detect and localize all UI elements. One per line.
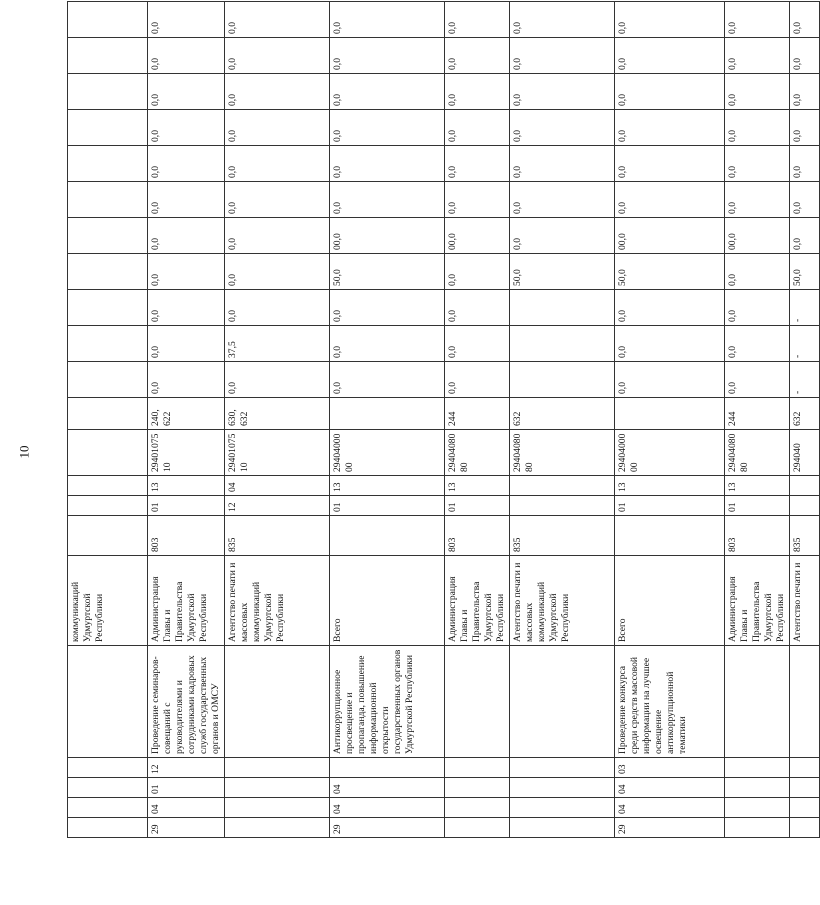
table-cell: 0,0 xyxy=(445,326,510,362)
table-cell xyxy=(330,758,445,778)
table-cell: 0,0 xyxy=(725,38,790,74)
table-cell: 0,0 xyxy=(725,290,790,326)
table-cell: 0,0 xyxy=(510,182,615,218)
table-cell: 0,0 xyxy=(725,2,790,38)
table-cell: 0,0 xyxy=(615,74,725,110)
budget-table xyxy=(67,1,820,838)
table-cell: 13 xyxy=(445,476,510,496)
table-cell: 0,0 xyxy=(225,2,330,38)
table-cell: 0,0 xyxy=(148,38,225,74)
table-cell: 244 xyxy=(445,398,510,430)
table-row xyxy=(68,2,148,838)
table-row xyxy=(148,2,225,838)
table-cell: 0,0 xyxy=(225,182,330,218)
table-cell xyxy=(445,778,510,798)
table-cell: 50,0 xyxy=(790,254,820,290)
table-cell: 0,0 xyxy=(445,290,510,326)
table-cell: 0,0 xyxy=(790,182,820,218)
table-cell: 01 xyxy=(330,496,445,516)
table-cell: 01 xyxy=(615,496,725,516)
table-cell: 0,0 xyxy=(148,74,225,110)
table-cell: 0,0 xyxy=(445,2,510,38)
table-cell: 803 xyxy=(725,516,790,556)
table-cell: 0,0 xyxy=(148,110,225,146)
table-row xyxy=(790,2,820,838)
table-cell: 2940400000 xyxy=(330,430,445,476)
table-cell xyxy=(510,818,615,838)
table-cell xyxy=(510,476,615,496)
table-cell xyxy=(510,496,615,516)
table-cell: 13 xyxy=(725,476,790,496)
table-cell xyxy=(225,778,330,798)
table-cell xyxy=(68,496,148,516)
table-cell: 0,0 xyxy=(330,2,445,38)
table-cell xyxy=(68,290,148,326)
table-cell xyxy=(68,74,148,110)
table-cell xyxy=(330,398,445,430)
table-cell xyxy=(790,496,820,516)
table-cell xyxy=(225,818,330,838)
table-cell xyxy=(68,778,148,798)
table-cell xyxy=(68,146,148,182)
table-cell xyxy=(510,362,615,398)
table-cell: 0,0 xyxy=(725,326,790,362)
table-cell: 50,0 xyxy=(510,254,615,290)
table-cell: 2940400000 xyxy=(615,430,725,476)
table-cell xyxy=(68,758,148,778)
table-cell: 0,0 xyxy=(225,254,330,290)
table-cell: 0,0 xyxy=(790,2,820,38)
table-cell: 04 xyxy=(615,798,725,818)
table-cell: 0,0 xyxy=(148,2,225,38)
table-cell: 37,5 xyxy=(225,326,330,362)
table-row xyxy=(615,2,725,838)
table-cell: 00,0 xyxy=(445,218,510,254)
table-body xyxy=(68,2,820,838)
table-cell: 0,0 xyxy=(225,146,330,182)
table-cell: 0,0 xyxy=(445,146,510,182)
table-cell xyxy=(725,798,790,818)
table-cell xyxy=(510,758,615,778)
table-cell xyxy=(68,254,148,290)
table-cell: 01 xyxy=(148,778,225,798)
table-cell: 2940408080 xyxy=(510,430,615,476)
table-cell xyxy=(445,798,510,818)
table-cell: 0,0 xyxy=(148,362,225,398)
table-cell: 12 xyxy=(225,496,330,516)
table-cell: 835 xyxy=(790,516,820,556)
table-cell: 2940107510 xyxy=(225,430,330,476)
table-cell: 0,0 xyxy=(790,146,820,182)
table-cell: Всего xyxy=(330,556,445,646)
table-cell: 03 xyxy=(615,758,725,778)
table-cell: 0,0 xyxy=(148,218,225,254)
table-cell xyxy=(68,646,148,758)
table-cell xyxy=(790,818,820,838)
table-cell: 0,0 xyxy=(510,74,615,110)
table-cell: 0,0 xyxy=(725,254,790,290)
table-cell: 0,0 xyxy=(615,182,725,218)
table-cell: 50,0 xyxy=(615,254,725,290)
table-cell: 0,0 xyxy=(510,218,615,254)
table-row xyxy=(445,2,510,838)
table-cell xyxy=(725,818,790,838)
table-cell: 04 xyxy=(148,798,225,818)
table-cell: 0,0 xyxy=(330,182,445,218)
table-cell xyxy=(68,798,148,818)
table-cell: 0,0 xyxy=(225,38,330,74)
table-cell: 0,0 xyxy=(445,182,510,218)
table-cell: 01 xyxy=(148,496,225,516)
table-cell: 632 xyxy=(790,398,820,430)
table-cell: 01 xyxy=(725,496,790,516)
table-cell xyxy=(615,516,725,556)
table-cell: 0,0 xyxy=(148,290,225,326)
table-cell: 0,0 xyxy=(790,38,820,74)
table-cell: 0,0 xyxy=(148,326,225,362)
table-cell xyxy=(225,798,330,818)
table-cell: 04 xyxy=(330,798,445,818)
table-cell: Агентство печати и массовых коммуникаций Удмуртской Республики xyxy=(225,556,330,646)
table-cell xyxy=(68,2,148,38)
table-cell: 0,0 xyxy=(510,146,615,182)
table-cell: 0,0 xyxy=(725,74,790,110)
table-cell: 0,0 xyxy=(225,74,330,110)
table-cell: 0,0 xyxy=(790,110,820,146)
table-cell xyxy=(510,290,615,326)
table-cell: 0,0 xyxy=(445,254,510,290)
table-cell: 01 xyxy=(445,496,510,516)
table-cell: 803 xyxy=(445,516,510,556)
table-cell: 0,0 xyxy=(330,362,445,398)
table-cell: 0,0 xyxy=(790,218,820,254)
table-cell: 0,0 xyxy=(330,290,445,326)
table-cell xyxy=(790,758,820,778)
table-cell: 0,0 xyxy=(725,182,790,218)
table-cell: 29 xyxy=(148,818,225,838)
table-cell: 0,0 xyxy=(725,110,790,146)
table-cell: Проведение конкурса среди средств массовой информации на лучшее освещение антикоррупционной тематики xyxy=(615,646,725,758)
table-cell: 04 xyxy=(615,778,725,798)
table-cell: 00,0 xyxy=(330,218,445,254)
table-cell: 0,0 xyxy=(615,290,725,326)
table-cell: 0,0 xyxy=(510,38,615,74)
table-cell: 0,0 xyxy=(615,2,725,38)
table-cell: 0,0 xyxy=(330,326,445,362)
table-cell: коммуникаций Удмуртской Республики xyxy=(68,556,148,646)
rotated-table-container xyxy=(67,18,803,838)
table-cell: 0,0 xyxy=(148,182,225,218)
table-cell: 0,0 xyxy=(330,74,445,110)
table-cell: 803 xyxy=(148,516,225,556)
table-cell: 13 xyxy=(148,476,225,496)
table-cell xyxy=(510,646,615,758)
table-cell: 630, 632 xyxy=(225,398,330,430)
table-cell xyxy=(790,646,820,758)
table-cell xyxy=(68,818,148,838)
table-cell xyxy=(68,398,148,430)
table-cell xyxy=(725,778,790,798)
table-cell: 0,0 xyxy=(330,38,445,74)
table-cell: 0,0 xyxy=(148,254,225,290)
table-cell xyxy=(68,516,148,556)
table-cell: 0,0 xyxy=(330,146,445,182)
table-row xyxy=(225,2,330,838)
table-row xyxy=(725,2,790,838)
table-cell: Всего xyxy=(615,556,725,646)
table-cell: 2940408080 xyxy=(445,430,510,476)
table-cell: 0,0 xyxy=(225,218,330,254)
table-cell: Администрация Главы и Правительства Удмуртской Республики xyxy=(725,556,790,646)
table-cell: 12 xyxy=(148,758,225,778)
table-cell: Администрация Главы и Правительства Удмуртской Республики xyxy=(445,556,510,646)
table-cell xyxy=(68,430,148,476)
table-cell: 04 xyxy=(330,778,445,798)
table-cell: 2940408080 xyxy=(725,430,790,476)
table-cell xyxy=(725,758,790,778)
table-cell: 00,0 xyxy=(615,218,725,254)
table-cell xyxy=(225,646,330,758)
table-cell xyxy=(725,646,790,758)
table-cell: 0,0 xyxy=(510,2,615,38)
table-cell: 0,0 xyxy=(615,38,725,74)
table-cell: Проведение семинаров-совещаний с руководителями и сотрудниками кадровых служб государственных органов и ОМСУ xyxy=(148,646,225,758)
table-cell: 835 xyxy=(225,516,330,556)
table-cell: 0,0 xyxy=(510,110,615,146)
table-cell: 0,0 xyxy=(615,146,725,182)
table-cell xyxy=(68,362,148,398)
table-cell: 50,0 xyxy=(330,254,445,290)
page-number: 10 xyxy=(16,445,32,459)
table-cell: 0,0 xyxy=(225,110,330,146)
table-cell: Администрация Главы и Правительства Удмуртской Республики xyxy=(148,556,225,646)
table-cell xyxy=(510,778,615,798)
table-cell: Агентство печати и xyxy=(790,556,820,646)
table-cell xyxy=(790,798,820,818)
table-cell: 0,0 xyxy=(615,362,725,398)
table-cell: - xyxy=(790,326,820,362)
table-cell xyxy=(68,38,148,74)
table-cell: - xyxy=(790,362,820,398)
table-cell xyxy=(615,398,725,430)
table-cell xyxy=(330,516,445,556)
table-cell: 0,0 xyxy=(615,110,725,146)
table-cell xyxy=(68,326,148,362)
table-cell xyxy=(225,758,330,778)
table-cell xyxy=(790,476,820,496)
table-cell xyxy=(68,218,148,254)
table-cell: - xyxy=(790,290,820,326)
table-cell: 0,0 xyxy=(330,110,445,146)
table-cell: 0,0 xyxy=(225,362,330,398)
table-cell: 2940107510 xyxy=(148,430,225,476)
table-cell xyxy=(510,326,615,362)
table-cell: 29 xyxy=(330,818,445,838)
table-cell: 0,0 xyxy=(445,362,510,398)
table-cell: 0,0 xyxy=(148,146,225,182)
table-cell: 0,0 xyxy=(445,74,510,110)
table-cell: 0,0 xyxy=(725,362,790,398)
table-cell: 0,0 xyxy=(445,38,510,74)
table-row xyxy=(330,2,445,838)
table-cell: Антикоррупционное просвещение и пропаганда, повышение информационной открытости государственных органов Удмуртской Республики xyxy=(330,646,445,758)
table-cell: 244 xyxy=(725,398,790,430)
table-cell: 632 xyxy=(510,398,615,430)
table-cell: 294040 xyxy=(790,430,820,476)
table-cell: 240, 622 xyxy=(148,398,225,430)
table-cell xyxy=(790,778,820,798)
table-cell xyxy=(445,646,510,758)
table-row xyxy=(510,2,615,838)
table-cell xyxy=(68,110,148,146)
table-cell: 0,0 xyxy=(445,110,510,146)
table-cell: 0,0 xyxy=(790,74,820,110)
table-cell: 0,0 xyxy=(725,146,790,182)
table-cell: 04 xyxy=(225,476,330,496)
table-cell xyxy=(445,818,510,838)
table-cell: 0,0 xyxy=(225,290,330,326)
table-cell: 00,0 xyxy=(725,218,790,254)
table-cell xyxy=(68,476,148,496)
table-cell: Агентство печати и массовых коммуникаций Удмуртской Республики xyxy=(510,556,615,646)
table-cell: 29 xyxy=(615,818,725,838)
table-cell xyxy=(68,182,148,218)
table-cell: 0,0 xyxy=(615,326,725,362)
table-cell: 835 xyxy=(510,516,615,556)
table-cell xyxy=(510,798,615,818)
table-cell: 13 xyxy=(330,476,445,496)
table-cell: 13 xyxy=(615,476,725,496)
table-cell xyxy=(445,758,510,778)
